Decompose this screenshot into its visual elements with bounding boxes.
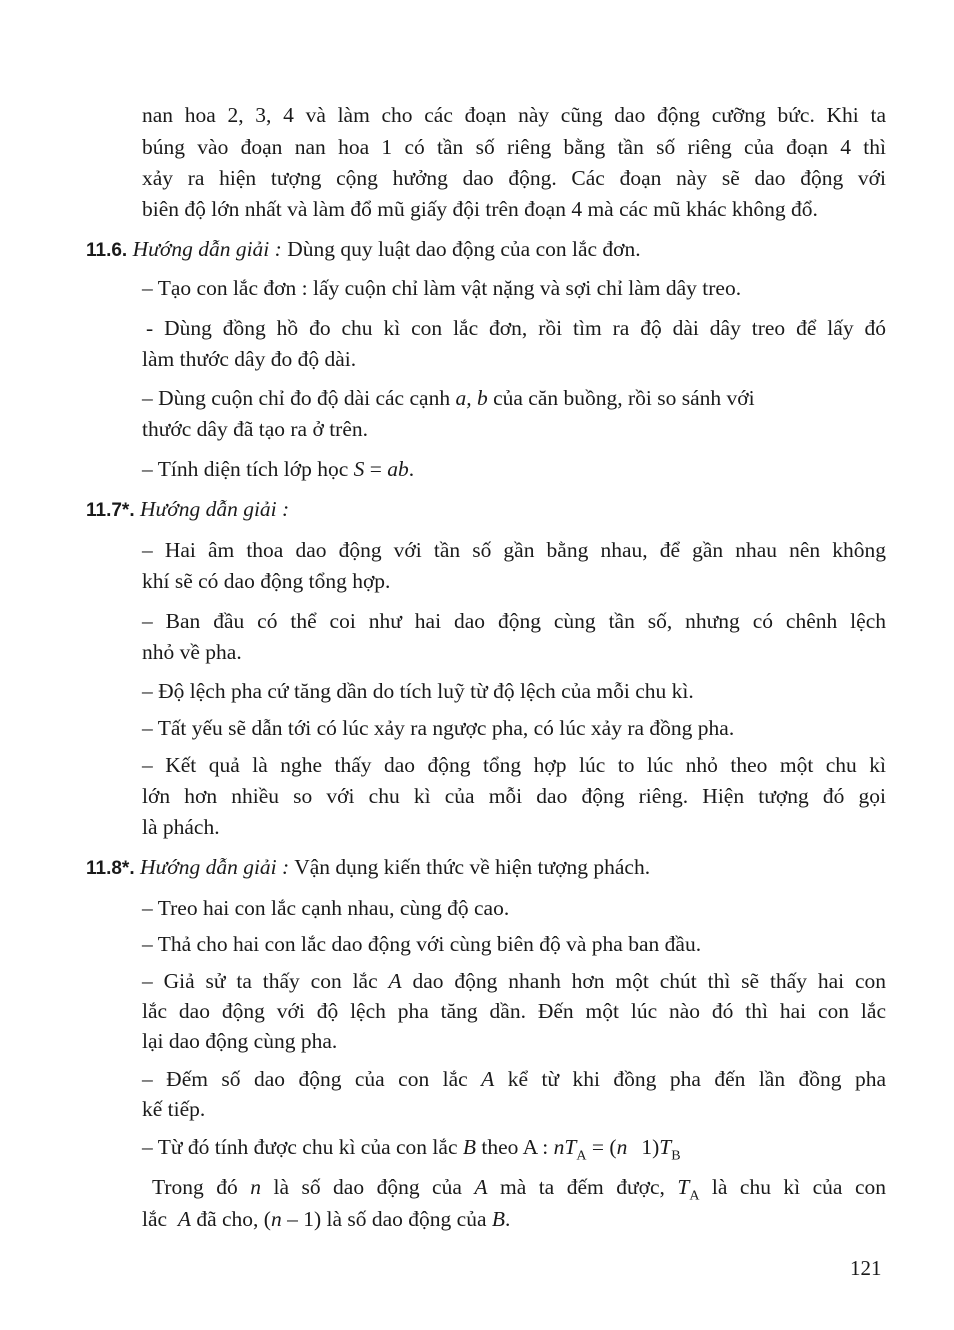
text-line: lắc dao động với độ lệch pha tăng dần. Đến một lúc nào đó thì hai con lắc [142,999,886,1023]
section-label: 11.8*. [86,858,135,879]
text-line [142,383,755,414]
text-span: – Đếm số dao động của con lắc [142,1067,482,1091]
math-var: nT [553,1135,577,1159]
text-line: - Dùng đồng hồ đo chu kì con lắc đơn, rồi tìm ra độ dài dây treo để lấy đó [146,316,886,340]
text-span: = [364,457,388,481]
text-line: lại dao động cùng pha. [142,1029,338,1053]
math-var: S [353,457,365,481]
section-summary: Dùng quy luật dao động của con lắc đơn. [287,237,641,261]
section-heading-11-7 [86,494,289,526]
text-span: của căn buồng, rồi so sánh với [487,386,755,410]
math-var: A [388,969,402,993]
formula-line [142,1132,681,1171]
math-var: A [481,1067,495,1091]
math-var: n [250,1175,261,1199]
text-span: 1) [641,1135,660,1159]
text-line: nan hoa 2, 3, 4 và làm cho các đoạn này cũng dao động cưỡng bức. Khi ta [142,103,886,127]
text-line: là phách. [142,815,220,839]
math-var: n [270,1207,282,1231]
text-span: dao động nhanh hơn một chút thì sẽ thấy hai con [401,969,886,993]
section-label: 11.6. [86,240,128,261]
math-var: T [659,1135,672,1159]
text-span: đã cho, ( [190,1207,271,1231]
section-heading-11-8 [86,852,650,884]
text-span: – Từ đó tính được chu kì của con lắc [142,1135,463,1159]
text-line: nhỏ về pha. [142,640,242,664]
text-line [142,1064,886,1095]
math-var: a, b [455,386,488,410]
math-var: A [474,1175,488,1199]
text-line [142,966,886,997]
text-span: lắc [142,1207,178,1231]
subscript: A [689,1188,700,1204]
section-summary: Vận dụng kiến thức về hiện tượng phách. [294,855,651,879]
text-line: xảy ra hiện tượng cộng hưởng dao động. Các đoạn này sẽ dao động với [142,166,886,190]
text-line [142,454,414,485]
text-line: – Độ lệch pha cứ tăng dần do tích luỹ từ độ lệch của mỗi chu kì. [142,679,694,703]
text-span: theo A : [476,1135,554,1159]
math-var: A [177,1207,191,1231]
text-span: . [408,457,415,481]
text-line [142,1204,510,1235]
text-line: kế tiếp. [142,1097,206,1121]
text-span: mà ta đếm được, [487,1175,678,1199]
text-line: – Treo hai con lắc cạnh nhau, cùng độ cao. [142,896,510,920]
text-line: khí sẽ có dao động tổng hợp. [142,569,391,593]
text-span: – Tính diện tích lớp học [142,457,354,481]
math-var: n [616,1135,628,1159]
text-line: – Ban đầu có thể coi như hai dao động cùng tần số, nhưng có chênh lệch [142,609,886,633]
text-span: – Giả sử ta thấy con lắc [142,969,389,993]
math-var: T [677,1175,690,1199]
text-line: – Hai âm thoa dao động với tần số gần bằng nhau, để gần nhau nên không [142,538,886,562]
text-line: – Tạo con lắc đơn : lấy cuộn chỉ làm vật nặng và sợi chỉ làm dây treo. [142,276,742,300]
text-span: kể từ khi đồng pha đến lần đồng pha [494,1067,886,1091]
guide-label: Hướng dẫn giải : [139,855,290,879]
text-line: biên độ lớn nhất và làm đổ mũ giấy đội trên đoạn 4 mà các mũ khác không đổ. [142,197,818,221]
math-var: B [462,1135,477,1159]
text-line: lớn hơn nhiều so với chu kì của mỗi dao động riêng. Hiện tượng đó gọi [142,784,886,808]
section-label: 11.7*. [86,500,135,521]
text-span: = ( [586,1135,617,1159]
math-var: B [491,1207,506,1231]
text-line: thước dây đã tạo ra ở trên. [142,417,369,441]
text-span: Trong đó [152,1175,251,1199]
page-number: 121 [850,1256,882,1280]
text-line: – Kết quả là nghe thấy dao động tổng hợp lúc to lúc nhỏ theo một chu kì [142,753,886,777]
text-line: làm thước dây đo độ dài. [142,347,357,371]
section-heading-11-6 [86,234,641,266]
text-line: – Tất yếu sẽ dẫn tới có lúc xảy ra ngược pha, có lúc xảy ra đồng pha. [142,716,735,740]
text-line: búng vào đoạn nan hoa 1 có tần số riêng bằng tần số riêng của đoạn 4 thì [142,135,886,159]
text-span: – 1) là số dao động của [281,1207,492,1231]
text-span: là chu kì của con [699,1175,886,1199]
guide-label: Hướng dẫn giải : [139,497,290,521]
text-span: . [505,1207,511,1231]
math-var: ab [387,457,409,481]
guide-label: Hướng dẫn giải : [132,237,282,261]
subscript: A [576,1148,587,1164]
text-span: – Dùng cuộn chỉ đo độ dài các cạnh [142,386,456,410]
subscript: B [671,1148,681,1164]
text-span: là số dao động của [261,1175,475,1199]
text-line: – Thả cho hai con lắc dao động với cùng biên độ và pha ban đầu. [142,932,702,956]
